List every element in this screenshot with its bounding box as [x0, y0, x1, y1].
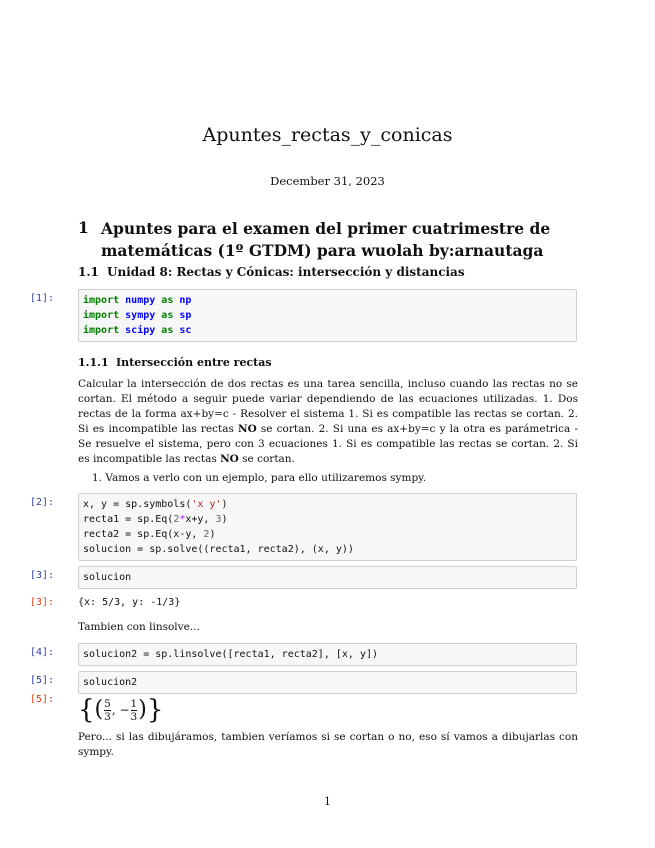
linsolve-text: Tambien con linsolve... [78, 621, 200, 633]
input-prompt-2: [2]: [30, 497, 55, 508]
document-date: December 31, 2023 [270, 174, 385, 188]
section-1-title: Apuntes para el examen del primer cuatrimestre de matemáticas (1º GTDM) para wuolah by:arnautaga [101, 219, 551, 260]
page-number: 1 [324, 795, 331, 808]
code-cell-2[interactable] [78, 493, 577, 561]
code-cell-1[interactable] [78, 289, 577, 342]
code-line-2: recta1 = sp.Eq(2*x+y, 3) [83, 514, 228, 525]
output-5-math: { ( $\frac{5}{3}$ , − $\frac{1}{3}$ ) } [78, 695, 164, 725]
section-1-1-number: 1.1 [78, 265, 99, 279]
fraction-2: $\frac{1}{3}$ [130, 697, 138, 723]
section-1-1-1-number: 1.1.1 [78, 356, 109, 369]
output-prompt-5: [5]: [30, 694, 55, 705]
code-line-3: recta2 = sp.Eq(x-y, 2) [83, 529, 216, 540]
input-prompt-4: [4]: [30, 647, 55, 658]
intro-paragraph: Calcular la intersección de dos rectas es una tarea sencilla, incluso cuando las rectas no se cortan. El método a seguir puede variar dependiendo de las ecuaciones utilizadas. 1. Dos rectas de la forma ax+by=c - Resolver el sistema 1. Si es compatible las rectas se cortan. 2. Si es incompatible las rectas NO se cortan. 2. Si una es ax+by=c y la otra es parámetrica - Se resuelve el sistema, pero con 3 ecuaciones 1. Si es compatible las rectas se cortan. 2. Si es incompatible las rectas NO se cortan. [78, 378, 578, 465]
code-line-1: x, y = sp.symbols('x y') [83, 499, 228, 510]
code-line-4: solucion = sp.solve((recta1, recta2), (x, y)) [83, 544, 354, 555]
code-line-3: import scipy as sc [83, 325, 192, 336]
output-prompt-3: [3]: [30, 597, 55, 608]
code-line-2: import sympy as sp [83, 310, 192, 321]
code-cell-4[interactable]: solucion2 = sp.linsolve([recta1, recta2], [x, y]) [78, 643, 577, 666]
final-paragraph: Pero... si las dibujáramos, tambien veríamos si se cortan o no, eso sí vamos a dibujarlas con sympy. [78, 731, 578, 758]
input-prompt-3: [3]: [30, 570, 55, 581]
input-prompt-1: [1]: [30, 293, 55, 304]
output-3-text: {x: 5/3, y: -1/3} [78, 597, 181, 608]
code-line-1: import numpy as np [83, 295, 192, 306]
section-1-number: 1 [78, 218, 89, 237]
code-cell-3[interactable]: solucion [78, 566, 577, 589]
code-cell-5[interactable]: solucion2 [78, 671, 577, 694]
input-prompt-5: [5]: [30, 675, 55, 686]
fraction-1: $\frac{5}{3}$ [104, 697, 111, 723]
list-item-1: 1. Vamos a verlo con un ejemplo, para ello utilizaremos sympy. [92, 472, 427, 484]
document-title: Apuntes_rectas_y_conicas [202, 124, 453, 146]
section-1-1-title: Unidad 8: Rectas y Cónicas: intersección y distancias [107, 265, 465, 279]
section-1-1-1-title: Intersección entre rectas [116, 356, 272, 369]
